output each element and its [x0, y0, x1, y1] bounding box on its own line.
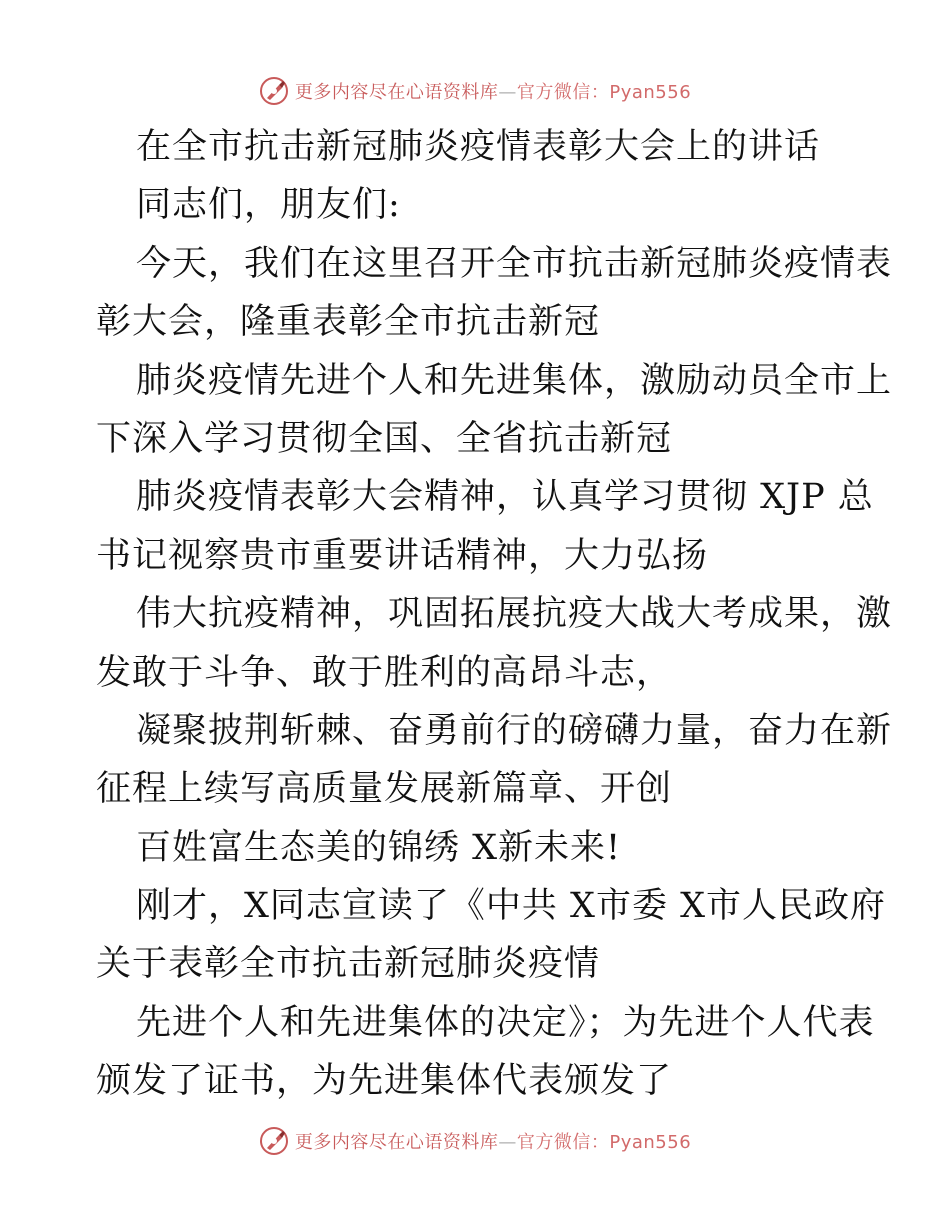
paragraph-line: 伟大抗疫精神，巩固拓展抗疫大战大考成果，激 — [136, 594, 893, 635]
watermark-wechat: 官方微信：Pyan556 — [516, 1132, 692, 1153]
paragraph-line: 刚才，X同志宣读了《中共 X市委 X市人民政府 — [136, 886, 887, 927]
watermark-main: 更多内容尽在心语资料库 — [294, 82, 499, 103]
document-body — [96, 118, 893, 1111]
quill-logo-icon — [259, 1126, 289, 1156]
watermark-text — [295, 78, 691, 104]
paragraph-line: 先进个人和先进集体的决定》；为先进个人代表 — [136, 1002, 875, 1043]
watermark-main: 更多内容尽在心语资料库 — [294, 1132, 499, 1153]
watermark-separator: — — [498, 1132, 517, 1153]
paragraph-line: 肺炎疫情先进个人和先进集体，激励动员全市上 — [136, 360, 893, 401]
watermark-wechat: 官方微信：Pyan556 — [516, 82, 692, 103]
paragraph-line: 百姓富生态美的锦绣 X新未来! — [136, 827, 622, 868]
paragraph-line: 凝聚披荆斩棘、奋勇前行的磅礴力量，奋力在新 — [136, 710, 893, 751]
document-title: 在全市抗击新冠肺炎疫情表彰大会上的讲话 — [136, 127, 821, 167]
watermark-separator: — — [498, 82, 517, 103]
paragraph-line: 今天，我们在这里召开全市抗击新冠肺炎疫情表 — [136, 243, 893, 284]
paragraph-line: 书记视察贵市重要讲话精神，大力弘扬 — [96, 535, 709, 576]
footer-watermark — [0, 1124, 950, 1158]
paragraph-line: 肺炎疫情表彰大会精神，认真学习贯彻 XJP 总 — [136, 477, 874, 518]
header-watermark — [0, 74, 950, 108]
paragraph-line: 彰大会，隆重表彰全市抗击新冠 — [96, 302, 601, 343]
paragraph-line: 征程上续写高质量发展新篇章、开创 — [96, 769, 673, 810]
quill-logo-icon — [259, 76, 289, 106]
paragraph-line: 下深入学习贯彻全国、全省抗击新冠 — [96, 418, 673, 459]
salutation: 同志们，朋友们: — [136, 185, 401, 226]
paragraph-line: 关于表彰全市抗击新冠肺炎疫情 — [96, 944, 601, 985]
paragraph-line: 颁发了证书，为先进集体代表颁发了 — [96, 1061, 673, 1102]
paragraph-line: 发敢于斗争、敢于胜利的高昂斗志， — [96, 652, 673, 693]
watermark-text — [295, 1128, 691, 1154]
